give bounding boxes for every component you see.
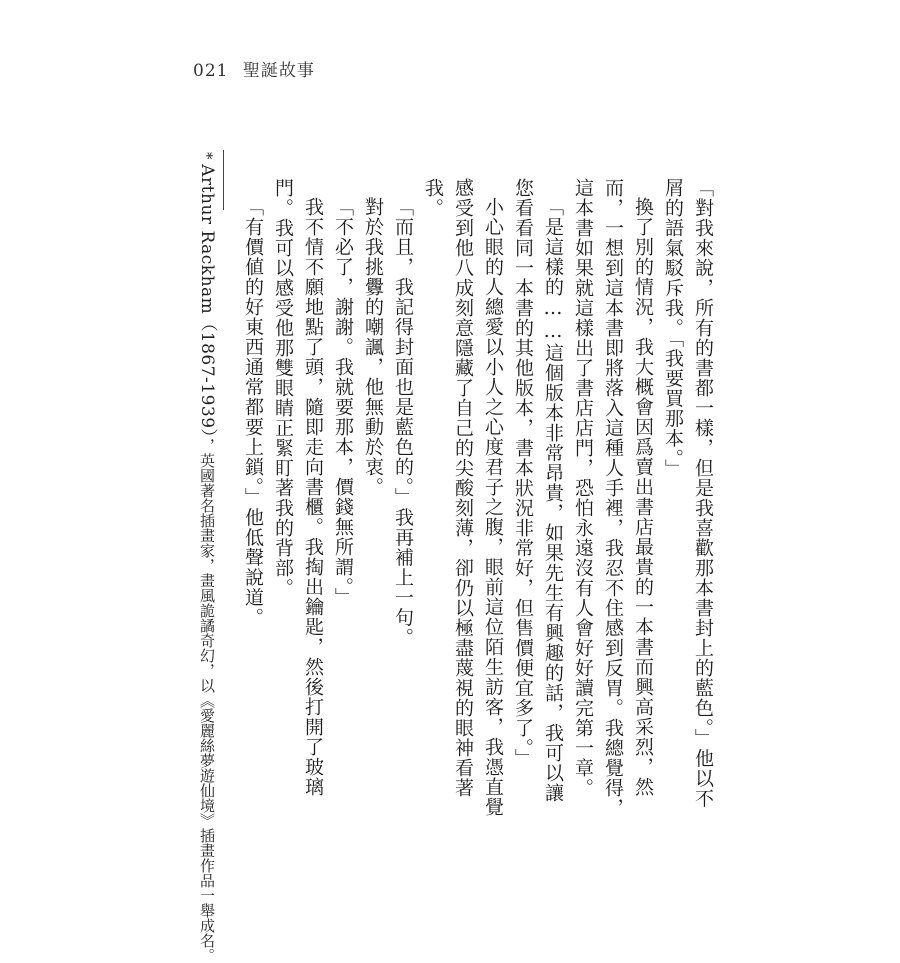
paragraph: 「不必了，謝謝。我就要那本，價錢無所謂。」 — [332, 197, 354, 608]
paragraph: 換了別的情況，我大概會因爲賣出書店最貴的一本書而興高采烈，然而，一想到這本書即將落入這種人手裡，我忍不住感到反胃。我總覺得，這本書如果就這樣出了書店店門，恐怕永遠沒有人會好好讀完第一章。 — [572, 178, 654, 818]
paragraph: 「對我來說，所有的書都一樣，但是我喜歡那本書封上的藍色。」他以不屑的語氣駁斥我。「我要買那本。」 — [662, 178, 714, 809]
body-text — [238, 178, 718, 818]
footnote-text: ，英國著名插畫家，畫風詭譎奇幻，以《愛麗絲夢遊仙境》插畫作品一舉成名。 — [198, 437, 216, 963]
running-head — [193, 56, 315, 81]
paragraph: 「是這樣的……這個版本非常昂貴，如果先生有興趣的話，我可以讓您看看同一本書的其他版本，書本狀況非常好，但售價便宜多了。」 — [512, 178, 564, 803]
chapter-title: 聖誕故事 — [242, 61, 315, 81]
paragraph: 「有價値的好東西通常都要上鎖。」他低聲說道。 — [242, 197, 264, 628]
paragraph: 我不情不願地點了頭，隨即走向書櫃。我掏出鑰匙，然後打開了玻璃門。我可以感受他那雙眼睛正緊盯著我的背部。 — [272, 178, 324, 797]
footnote — [196, 152, 218, 963]
page-number: 021 — [193, 61, 229, 81]
footnote-rule — [223, 150, 224, 210]
paragraph: 對於我挑釁的嘲諷，他無動於衷。 — [362, 197, 384, 497]
footnote-marker: * — [198, 152, 216, 160]
paragraph: 「而且，我記得封面也是藍色的。」我再補上一句。 — [392, 197, 414, 648]
footnote-name: Arthur Rackham（1867-1939） — [197, 164, 217, 438]
paragraph: 小心眼的人總愛以小人之心度君子之腹，眼前這位陌生訪客，我憑直覺感受到他八成刻意隱藏了自己的尖酸刻薄，卻仍以極盡蔑視的眼神看著我。 — [422, 178, 504, 817]
